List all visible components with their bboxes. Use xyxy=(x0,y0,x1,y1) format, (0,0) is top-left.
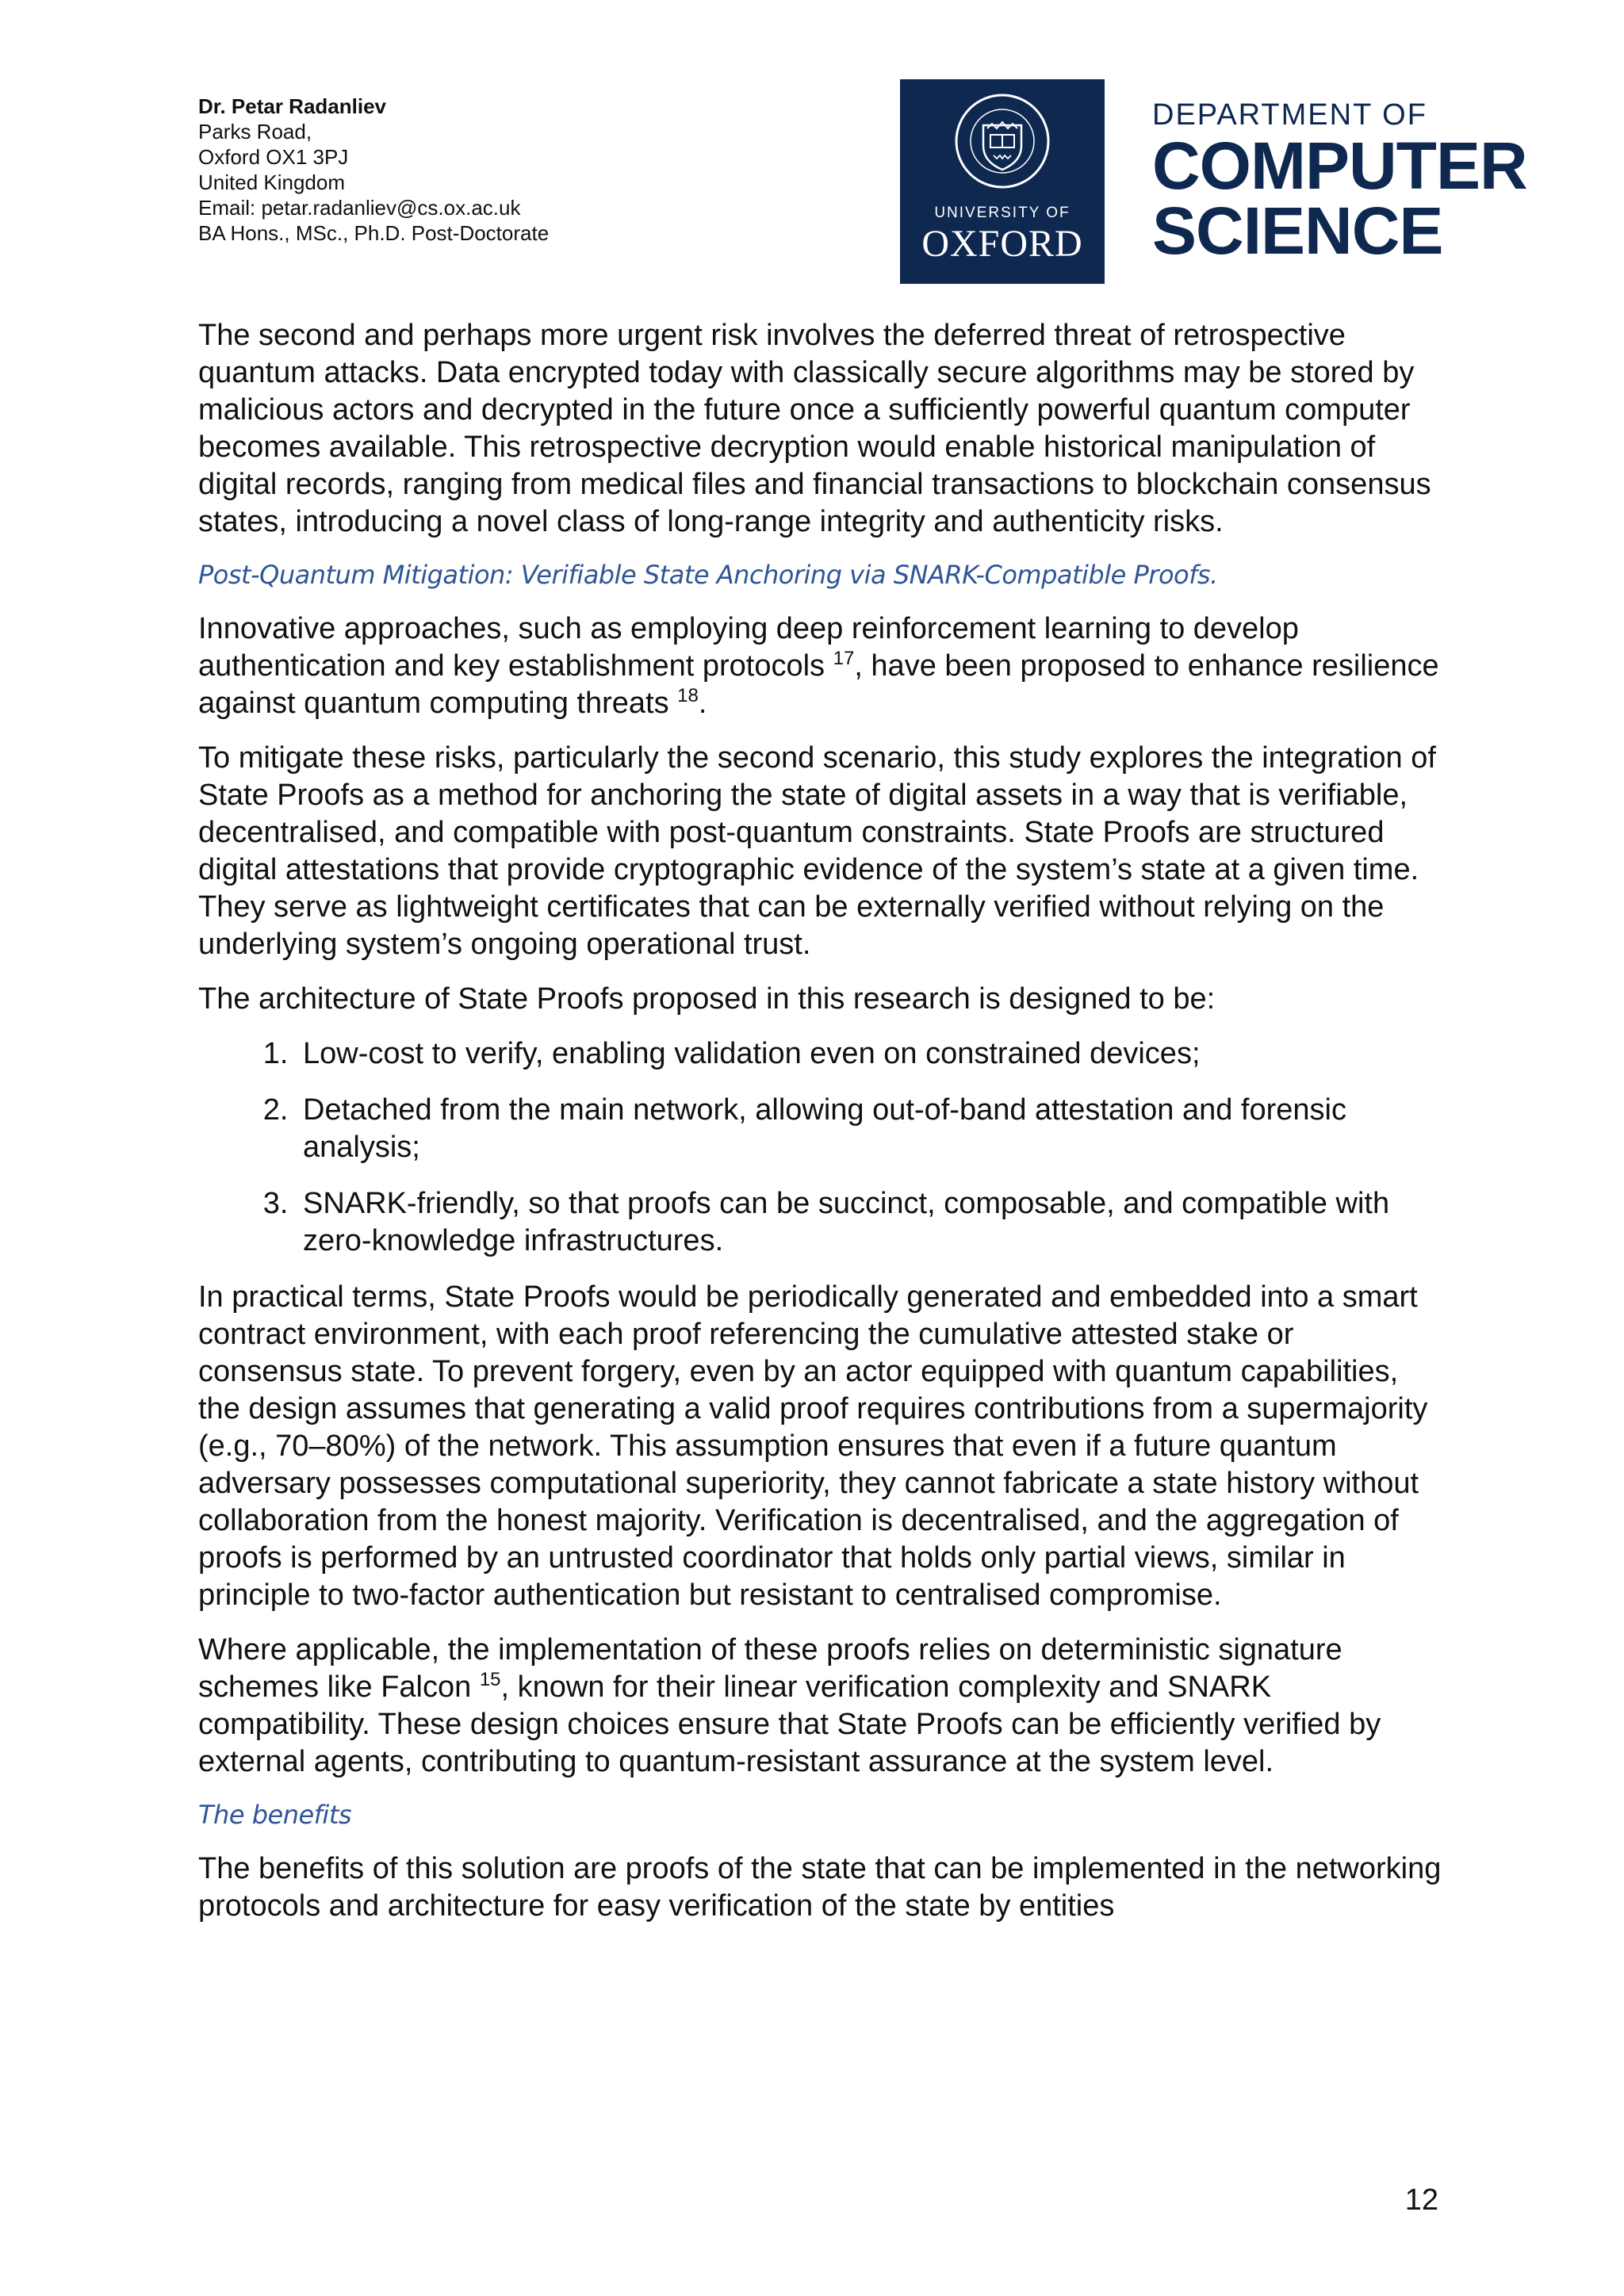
citation-ref: 17 xyxy=(833,648,855,669)
paragraph-retrospective-risk: The second and perhaps more urgent risk involves the deferred threat of retrospective quantum attacks. Data encrypted today with classically secure algorithms may be stored by malicious actors and decrypted in the future once a sufficiently powerful quantum computer becomes available. This retrospective decryption would enable historical manipulation of digital records, ranging from medical files and financial transactions to blockchain consensus states, introducing a novel class of long-range integrity and authenticity risks. xyxy=(198,319,1431,538)
list-item: 1. Low-cost to verify, enabling validation even on constrained devices; xyxy=(297,1035,1443,1073)
paragraph-falcon xyxy=(198,1632,1443,1781)
crest-university-of: UNIVERSITY OF xyxy=(934,205,1071,221)
paragraph-benefits: The benefits of this solution are proofs of the state that can be implemented in the networking protocols and architecture for easy verification of the state by entities xyxy=(198,1852,1442,1923)
section-heading-post-quantum: Post-Quantum Mitigation: Verifiable State Anchoring via SNARK-Compatible Proofs. xyxy=(198,560,1218,590)
document-body xyxy=(198,317,1443,1942)
citation-ref: 18 xyxy=(677,685,699,706)
address-line: United Kingdom xyxy=(198,170,345,194)
text-run: Where applicable, the implementation of these proofs relies on deterministic signature schemes like Falcon xyxy=(198,1633,1342,1704)
design-properties-list xyxy=(198,1035,1443,1260)
department-wordmark xyxy=(1152,97,1527,268)
paragraph-practical-terms: In practical terms, State Proofs would be periodically generated and embedded into a smart contract environment, with each proof referencing the cumulative attested stake or consensus state. To prevent forgery, even by an actor equipped with quantum capabilities, the design assumes that generating a valid proof requires contributions from a supermajority (e.g., 70–80%) of the network. This assumption ensures that even if a future quantum adversary possesses computational superiority, they cannot fabricate a state history without collaboration from the honest majority. Verification is decentralised, and the aggregation of proofs is performed by an untrusted coordinator that holds only partial views, similar in principle to two-factor authentication but resistant to centralised compromise. xyxy=(198,1280,1428,1612)
list-item: 3. SNARK-friendly, so that proofs can be succinct, composable, and compatible with zero-knowledge infrastructures. xyxy=(297,1185,1443,1260)
science-text: SCIENCE xyxy=(1152,193,1443,268)
address-line: Parks Road, xyxy=(198,120,312,144)
crest-oxford: OXFORD xyxy=(921,223,1083,265)
department-of-text: DEPARTMENT OF xyxy=(1152,98,1427,132)
section-heading-benefits: The benefits xyxy=(198,1800,352,1830)
text-run: . xyxy=(698,687,707,720)
citation-ref: 15 xyxy=(479,1669,501,1690)
paragraph-architecture-intro: The architecture of State Proofs proposed in this research is designed to be: xyxy=(198,982,1216,1016)
list-item: 2. Detached from the main network, allowing out-of-band attestation and forensic analysis; xyxy=(297,1092,1443,1166)
page-number: 12 xyxy=(1404,2183,1438,2217)
computer-text: COMPUTER xyxy=(1152,128,1527,203)
author-email: Email: petar.radanliev@cs.ox.ac.uk xyxy=(198,196,521,220)
department-logo xyxy=(900,79,1527,287)
text-run: , known for their linear verification complexity and SNARK compatibility. These design choices ensure that State Proofs can be efficiently verified by external agents, contributing to quantum-resistant assurance at the system level. xyxy=(198,1670,1381,1778)
paragraph-mitigate-risks: To mitigate these risks, particularly the second scenario, this study explores the integration of State Proofs as a method for anchoring the state of digital assets in a way that is verifiable, decentralised, and compatible with post-quantum constraints. State Proofs are structured digital attestations that provide cryptographic evidence of the system’s state at a given time. They serve as lightweight certificates that can be externally verified without relying on the underlying system’s ongoing operational trust. xyxy=(198,741,1436,961)
text-run: Innovative approaches, such as employing deep reinforcement learning to develop authentication and key establishment protocols xyxy=(198,612,1299,683)
paragraph-innovative-approaches xyxy=(198,610,1443,722)
author-qualifications: BA Hons., MSc., Ph.D. Post-Doctorate xyxy=(198,221,550,245)
author-address-block xyxy=(198,94,753,246)
oxford-crest-block xyxy=(900,79,1105,284)
text-run: , have been proposed to enhance resilience against quantum computing threats xyxy=(198,649,1439,720)
address-line: Oxford OX1 3PJ xyxy=(198,145,349,169)
author-name: Dr. Petar Radanliev xyxy=(198,94,386,118)
